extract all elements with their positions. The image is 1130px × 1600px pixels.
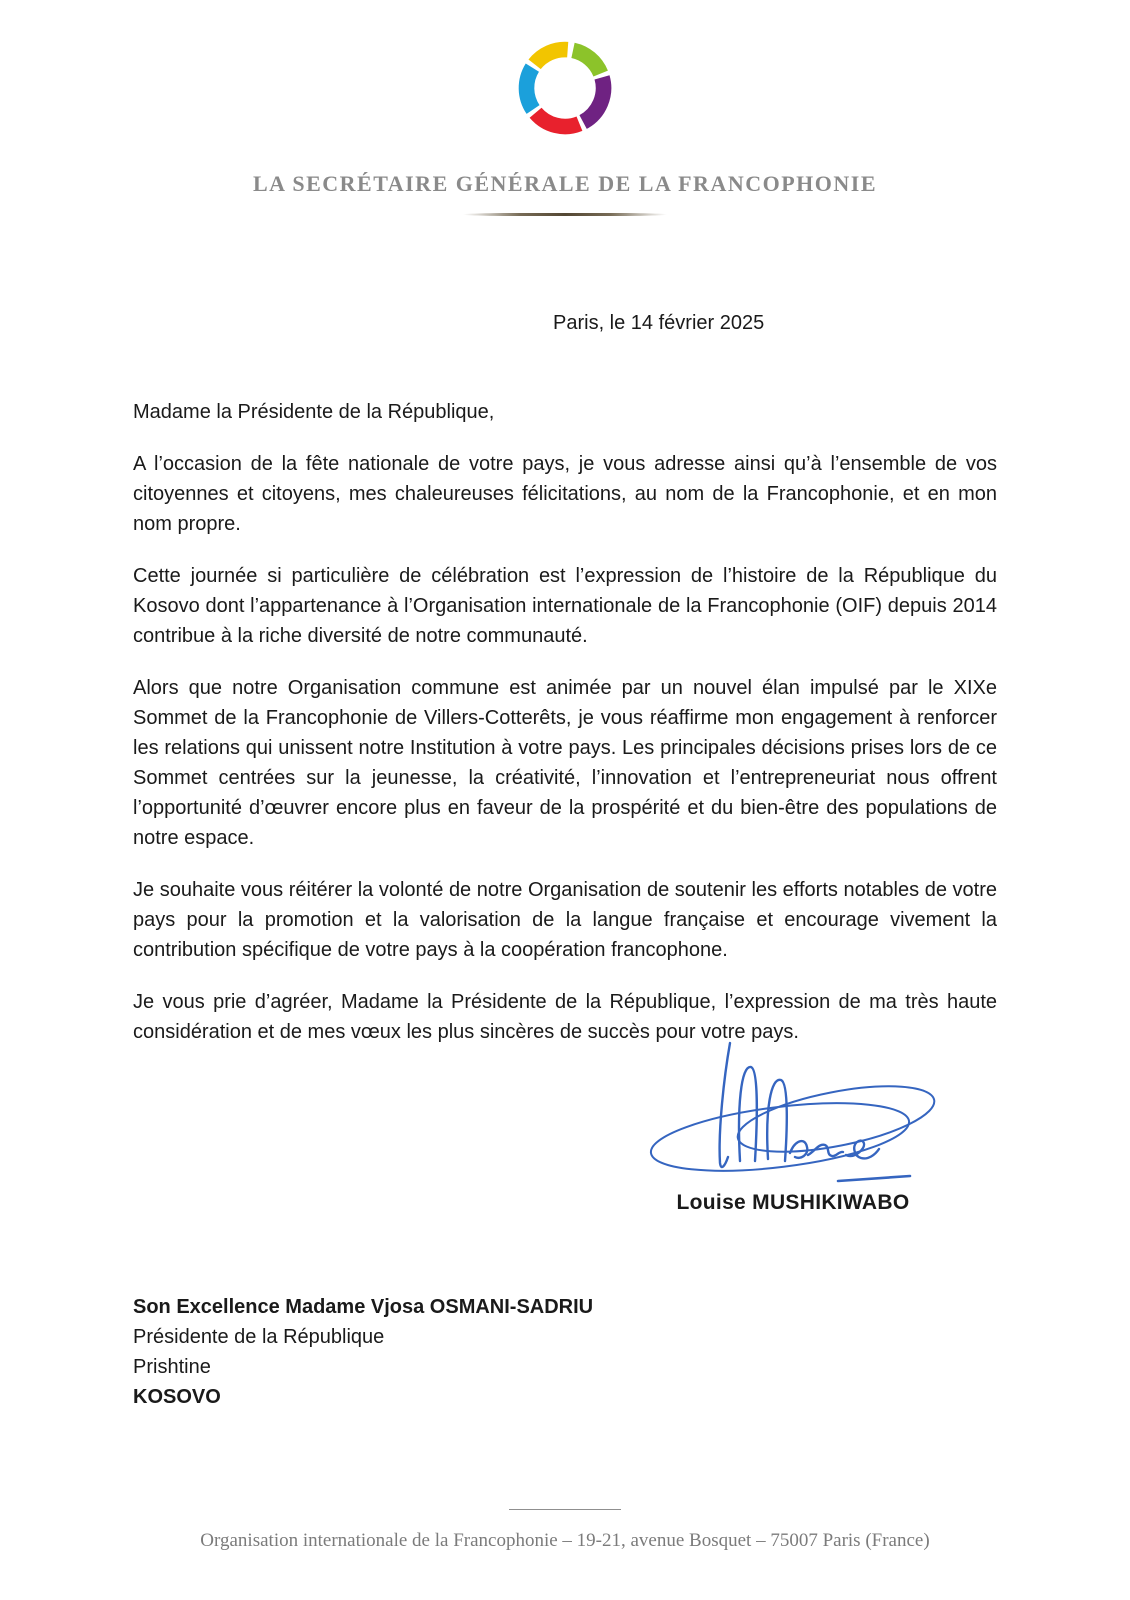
letterhead [0,0,1130,216]
recipient-block [133,1292,593,1412]
sender-title: LA SECRÉTAIRE GÉNÉRALE DE LA FRANCOPHONIE [252,171,878,196]
recipient-title: Présidente de la République [133,1326,385,1348]
paragraph-3: Alors que notre Organisation commune est animée par un nouvel élan impulsé par le XIXe Sommet de la Francophonie de Villers-Cotterêts, je vous réaffirme mon engagement à renforcer les relations qui unissent notre Institution à votre pays. Les principales décisions prises lors de ce Sommet centrées sur la jeunesse, la créativité, l’innovation et l’entrepreneuriat nous offrent l’opportunité d’œuvrer encore plus en faveur de la prospérité et du bien-être des populations de notre espace. [133,677,997,849]
header-divider [463,213,667,216]
salutation: Madame la Présidente de la République, [133,401,495,423]
footer-address: Organisation internationale de la Francophonie – 19-21, avenue Bosquet – 75007 Paris (France) [200,1530,930,1551]
signature-block [638,1035,948,1215]
dateline: Paris, le 14 février 2025 [553,312,765,334]
recipient-city: Prishtine [133,1356,211,1378]
signer-name: Louise MUSHIKIWABO [676,1191,910,1214]
paragraph-1: A l’occasion de la fête nationale de votre pays, je vous adresse ainsi qu’à l’ensemble de vos citoyennes et citoyens, mes chaleureuses félicitations, au nom de la Francophonie, et en mon nom propre. [133,453,997,535]
page-footer [0,1509,1130,1552]
handwritten-signature [638,1035,948,1187]
paragraph-4: Je souhaite vous réitérer la volonté de notre Organisation de soutenir les efforts notables de votre pays pour la promotion et la valorisation de la langue française et encourage vivement la contribution spécifique de votre pays à la coopération francophone. [133,879,997,961]
recipient-name: Son Excellence Madame Vjosa OSMANI-SADRIU [133,1296,594,1318]
footer-divider [509,1509,621,1510]
paragraph-2: Cette journée si particulière de célébration est l’expression de l’histoire de la République du Kosovo dont l’appartenance à l’Organisation internationale de la Francophonie (OIF) depuis 2014 contribue à la riche diversité de notre communauté. [133,565,997,647]
letter-body [133,397,997,1047]
paragraph-5: Je vous prie d’agréer, Madame la Présidente de la République, l’expression de ma très haute considération et de mes vœux les plus sincères de succès pour votre pays. [133,991,997,1043]
recipient-country: KOSOVO [133,1386,221,1408]
francophonie-ring-logo-icon [513,36,617,140]
